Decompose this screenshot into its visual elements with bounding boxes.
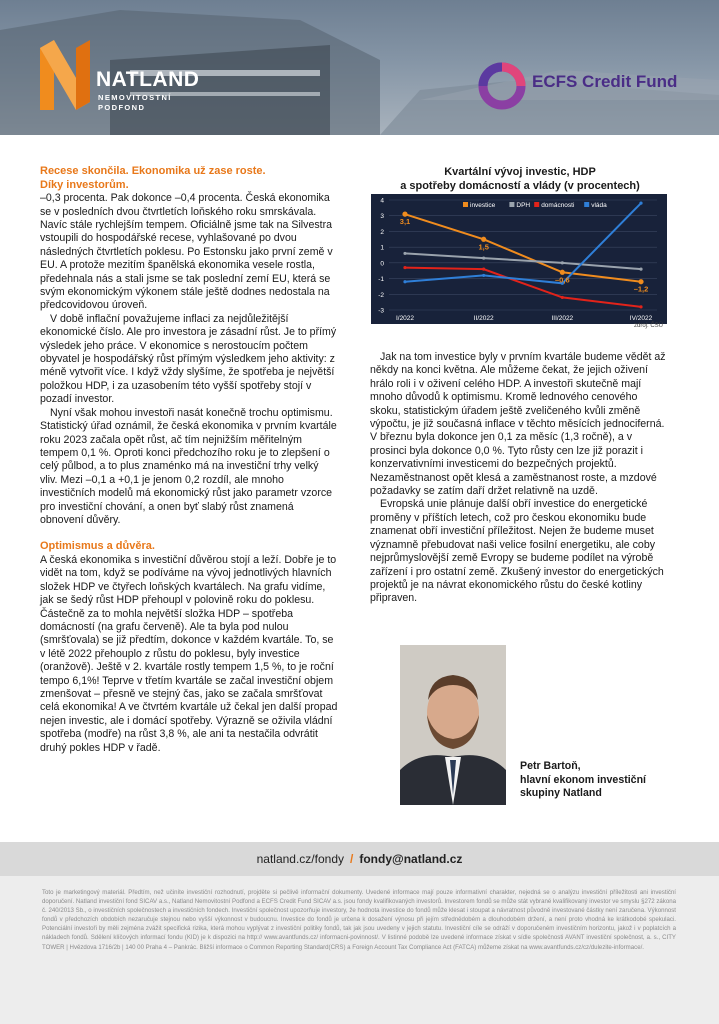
chart-source: zdroj: ČSÚ — [634, 323, 664, 329]
legend-entry: vláda — [591, 201, 607, 209]
data-point-investice — [560, 270, 565, 275]
data-point-vláda — [403, 280, 406, 283]
y-tick-label: -1 — [378, 276, 384, 284]
body-paragraph: Jak na tom investice byly v prvním kvartále budeme vědět až někdy na konci května. Ale můžeme čekat, že jejich oživení hrálo roli i v oživení celého HDP. A investoři skutečně mají mnoho důvodů k optimismu. Kromě lednového cenového skoku, statistickým úřadem ještě zveličeného kvůli změně výpočtu, je již současná inflace v těchto měsících jednociferná. V březnu byla dokonce jen 0,1 za měsíc (1,3 ročně), a v prosinci byla dokonce 0,0 %. Tyto růsty cen lze již porazit i konzervativními investicemi do bezpečných projektů. Nezaměstnanost opět klesá a zaměstnanost roste, a mzdové požadavky se zatím daří držet relativně na uzdě. — [370, 351, 666, 498]
body-paragraph: A česká ekonomika s investiční důvěrou stojí a leží. Dobře je to vidět na tom, když se podíváme na vývoj jednotlivých hlavních složek HDP ve čtyřech loňských kvartálech. Na grafu vidíme, jak se šedý růst HDP přehoupl v polovině roku do poklesu. Částečně za to mohla největší složka HDP – spotřeba domácností (na grafu červeně). Ale ta byla pod nulou (smršťovala) se již předtím, dokonce v každém kvartále. To, se v létě 2022 přehouplo z růstu do poklesu, byly investice (oranžově). Ještě v 2. kvartále rostly tempem 1,5 %, to je roční tempo 6,1%! Teprve v třetím kvartále se začal investiční objem zmenšovat – přesně ve stejný čas, jako se začala smršťovat celá ekonomika! A ve čtvrtém kvartále už čekal jen další propad nejen investic, ale i domácí spotřeby. Výrazně se oživila vládní spotřeba (modře) na růst 3,8 %, ale ani ta nestačila odvrátit druhý pokles HDP v řadě. — [40, 553, 338, 754]
natland-brand-name: NATLAND — [96, 68, 200, 91]
natland-brand-sub: NEMOVITOSTNÍ PODFOND — [98, 93, 172, 112]
y-tick-label: 1 — [380, 244, 384, 252]
data-label: –1,2 — [633, 284, 649, 294]
data-point-investice — [481, 237, 486, 242]
paragraph-spacer — [40, 527, 338, 540]
data-point-DPH — [482, 257, 485, 260]
legend-swatch — [463, 202, 468, 207]
x-tick-label: I/2022 — [395, 315, 415, 322]
body-paragraph: V době inflační považujeme inflaci za nejdůležitější ekonomické číslo. Ale pro investora je zásadní růst. Je to přímý výsledek jeho práce. V ekonomice s nerostoucím počtem obyvatel je hospodářský růst přímým výsledkem jeho aktivity: z méně vytvořit více. I když vždy slyšíme, že spotřeba je největší položkou HDP, i za uzasobením této vyšší spotřeby stojí v pozadí investor. — [40, 312, 337, 406]
data-point-investice — [638, 279, 643, 284]
y-tick-label: -2 — [378, 291, 384, 299]
data-point-DPH — [403, 252, 406, 255]
data-point-vláda — [482, 274, 485, 277]
author-caption — [520, 760, 680, 801]
y-tick-label: 3 — [380, 213, 384, 221]
y-tick-label: 2 — [380, 228, 384, 236]
x-tick-label: IV/2022 — [629, 315, 653, 322]
legend-swatch — [584, 202, 589, 207]
line-chart — [371, 194, 667, 324]
natland-logo — [40, 40, 200, 120]
legend-entry: investice — [470, 201, 496, 209]
ecfs-ring-icon — [478, 62, 526, 110]
disclaimer-text: Toto je marketingový materiál. Předtím, než učiníte investiční rozhodnutí, projděte si pečlivě informační dokumenty. Uvedené informace mají pouze informativní charakter, nejedná se o analýzu investiční příležitosti ani investiční doporučení. Natland investiční fond SICAV a.s., Natland Nemovitostní Podfond a ECFS Credit Fund SICAV a.s. jsou fondy kvalifikovaných investorů. Investorem fondů se může stát vybrané kvalifikovaný investor ve smyslu §272 zákona č. 240/2013 Sb., o investičních společnostech a investičních fondech. Investiční společnost upozorňuje investory, že hodnota investice do fondů může klesat i stoupat a návratnost původně investované částky není zaručena. Výkonnost fondů v předchozích obdobích nezaručuje stejnou nebo vyšší výkonnost v budoucnu. Investice do fondů je určena k dosažení výnosu při jejím střednědobém a dlouhodobém držení, a není proto vhodná ke krátkodobé spekulaci. Potenciální investoři by měli zejména zvážit specifická rizika, která mohou vyplývat z investiční politiky fondů, tak jak jsou uvedeny v jejich statutu. Investiční cíle se odráží v doporučeném investičním horizontu, jakož i v poplatcích a nákladech fondů. Sdělení klíčových informací fondu (KID) je k dispozici na http:// www.avantfunds.cz/ informacni-povinnost/. V listinné podobě lze uvedené informace získat v sídle společnosti AVANT investiční společnost, a. s., CITY TOWER | Hvězdova 1716/2b | 140 00 Praha 4 – Pankrác. Bližší informace o Common Reporting Standard(CRS) a Foreign Account Tax Compliance Act (FATCA) můžeme získat na www.avantfunds.cz/cz/dulezite-informace/. — [42, 889, 676, 951]
legend-entry: DPH — [516, 201, 531, 209]
ecfs-brand-name: ECFS Credit Fund — [532, 72, 678, 91]
author-name: Petr Bartoň, — [520, 760, 581, 772]
natland-n-icon — [40, 40, 90, 110]
y-tick-label: -3 — [378, 307, 384, 315]
author-title-line2: skupiny Natland — [520, 787, 602, 800]
data-point-vláda — [639, 202, 642, 205]
article-right-column — [370, 351, 670, 606]
author-title-line1: hlavní ekonom investiční — [520, 773, 646, 786]
series-line-investice — [405, 214, 641, 285]
series-line-vláda — [405, 203, 641, 283]
author-photo — [400, 645, 506, 805]
data-label: 3,1 — [399, 217, 411, 227]
article-left-column — [40, 165, 338, 755]
data-point-domácnosti — [482, 268, 485, 271]
x-tick-label: III/2022 — [551, 315, 574, 322]
x-tick-label: II/2022 — [473, 315, 494, 322]
body-paragraph: Evropská unie plánuje další obří investice do energetické proměny v příštích letech, což pro českou ekonomiku bude znamenat obří investiční příležitost. Nejen že budeme muset významně přebudovat naši velice fosilní energetiku, ale coby nejprůmyslovější země Evropy se budeme podílet na výrobě zařízení i pro ostatní země. Zkušený investor do energetických projektů je na návrat ekonomického růstu do české kotliny připraven. — [370, 498, 664, 605]
section-heading: Optimismus a důvěra. — [40, 540, 155, 553]
y-tick-label: 0 — [380, 260, 384, 268]
chart-panel — [371, 194, 667, 324]
legend-swatch — [509, 202, 514, 207]
data-point-DPH — [639, 268, 642, 271]
data-label: 1,5 — [478, 242, 489, 252]
legend-entry: domácnosti — [541, 201, 575, 209]
section-heading: Díky investorům. — [40, 178, 129, 191]
series-line-domácnosti — [405, 268, 641, 307]
legend-swatch — [534, 202, 539, 207]
ecfs-logo — [478, 62, 708, 112]
data-label: –0,6 — [555, 275, 570, 285]
data-point-domácnosti — [561, 296, 564, 299]
data-point-domácnosti — [403, 266, 406, 269]
website-link[interactable]: natland.cz/fondy — [256, 852, 344, 866]
contact-line — [0, 852, 719, 866]
y-tick-label: 4 — [380, 197, 384, 205]
section-heading: Recese skončila. Ekonomika už zase roste. — [40, 165, 266, 177]
contact-separator: / — [350, 852, 354, 866]
data-point-domácnosti — [639, 305, 642, 308]
chart-title: Kvartální vývoj investic, HDP a spotřeby domácností a vlády (v procentech) — [400, 166, 640, 192]
body-paragraph: –0,3 procenta. Pak dokonce –0,4 procenta. Česká ekonomika se v posledních dvou čtvrtletích loňského roku smrskávala. Navíc stále rychlejším tempem. Oficiálně jsme tak na Silvestra vstoupili do hospodářské recese, vyhlašované po dvou následných čtvrtletích poklesu. Po Estonsku jako první země v EU. A protože mezitím španělská ekonomika vesele rostla, předehnala nás a stali jsme se tak poslední zemí EU, která se svým ekonomickým výkonem stále ještě dodnes nedostala na předcovidovou úroveň. — [40, 192, 333, 312]
body-paragraph: Nyní však mohou investoři nasát konečně trochu optimismu. Statistický úřad oznámil, že česká ekonomika v prvním kvartále roku 2023 začala opět růst, ač tím nejnižším měřitelným tempem 0,1 %. Oproti konci předchozího roku je to zlepšení o celý půlbod, a to plus znaménko má na investiční trhy velký vliv. Mezi –0,1 a +0,1 je jenom 0,2 rozdíl, ale mnoho investičních modelů má ekonomický růst jako parametr vzorce pro investiční chování, a onen byť slabý růst znamená obnovení důvěry. — [40, 406, 337, 526]
header-banner — [0, 0, 719, 135]
email-link[interactable]: fondy@natland.cz — [359, 852, 463, 866]
data-point-DPH — [561, 261, 564, 264]
data-point-investice — [402, 212, 407, 217]
